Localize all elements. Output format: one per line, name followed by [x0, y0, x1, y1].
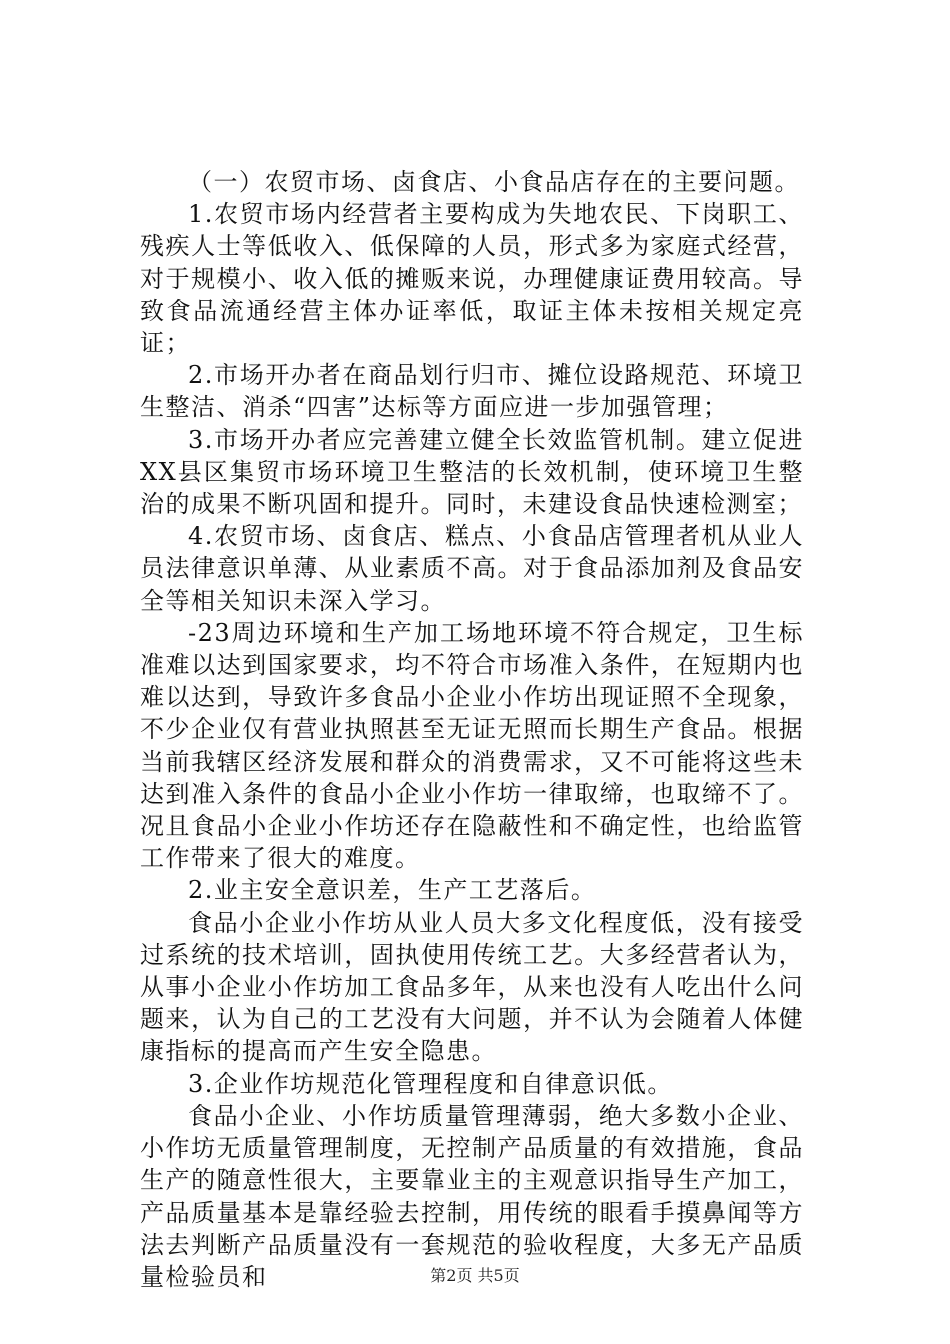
paragraph: 3.市场开办者应完善建立健全长效监管机制。建立促进XX县区集贸市场环境卫生整洁的长效机制，使环境卫生整治的成果不断巩固和提升。同时，未建设食品快速检测室； [140, 425, 804, 519]
section-heading: （一）农贸市场、卤食店、小食品店存在的主要问题。 [188, 168, 800, 196]
paragraph: -23周边环境和生产加工场地环境不符合规定，卫生标准难以达到国家要求，均不符合市场准入条件，在短期内也难以达到，导致许多食品小企业小作坊出现证照不全现象，不少企业仅有营业执照甚至无证无照而长期生产食品。根据当前我辖区经济发展和群众的消费需求，又不可能将这些未达到准入条件的食品小企业小作坊一律取缔，也取缔不了。况且食品小企业小作坊还存在隐蔽性和不确定性，也给监管工作带来了很大的难度。 [140, 618, 804, 873]
paragraph: 4.农贸市场、卤食店、糕点、小食品店管理者机从业人员法律意识单薄、从业素质不高。对于食品添加剂及食品安全等相关知识未深入学习。 [140, 522, 804, 615]
paragraph: 2.业主安全意识差，生产工艺落后。 [188, 876, 597, 905]
page-footer: 第2页 共5页 [430, 1266, 520, 1285]
paragraph: 1.农贸市场内经营者主要构成为失地农民、下岗职工、残疾人士等低收入、低保障的人员，形式多为家庭式经营，对于规模小、收入低的摊贩来说，办理健康证费用较高。导致食品流通经营主体办证率低，取证主体未按相关规定亮证； [140, 200, 804, 358]
paragraph: 2.市场开办者在商品划行归市、摊位设路规范、环境卫生整洁、消杀“四害”达标等方面应进一步加强管理； [140, 361, 804, 422]
document-body [140, 166, 804, 1293]
paragraph: 食品小企业小作坊从业人员大多文化程度低，没有接受过系统的技术培训，固执使用传统工艺。大多经营者认为，从事小企业小作坊加工食品多年，从来也没有人吃出什么问题来，认为自己的工艺没有大问题，并不认为会随着人体健康指标的提高而产生安全隐患。 [140, 908, 804, 1066]
paragraph: 3.企业作坊规范化管理程度和自律意识低。 [188, 1069, 673, 1098]
paragraph: 食品小企业、小作坊质量管理薄弱，绝大多数小企业、小作坊无质量管理制度，无控制产品质量的有效措施，食品生产的随意性很大，主要靠业主的主观意识指导生产加工，产品质量基本是靠经验去控制，用传统的眼看手摸鼻闻等方法去判断产品质量没有一套规范的验收程度，大多无产品质量检验员和 [140, 1101, 804, 1291]
